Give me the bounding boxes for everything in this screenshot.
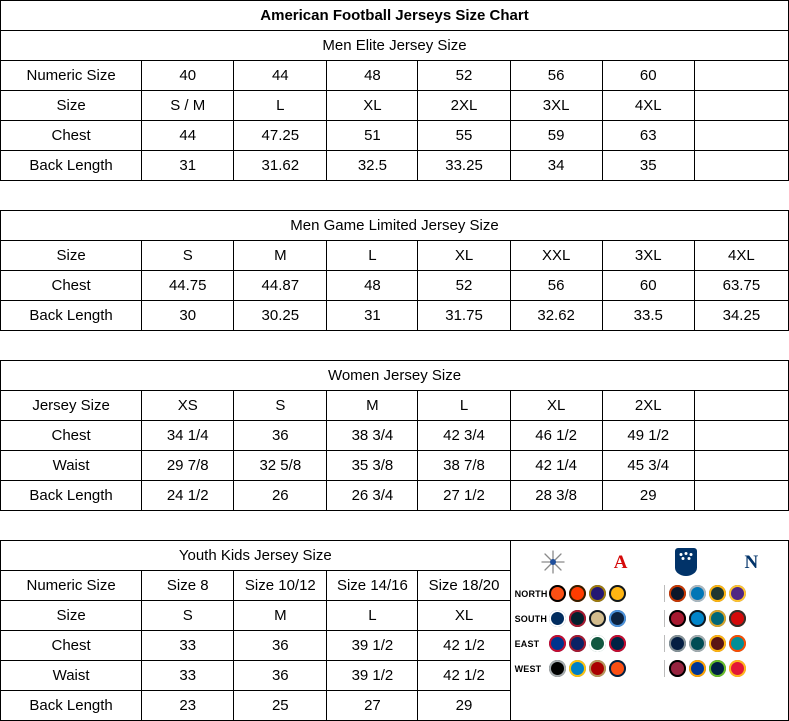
cell: 44 xyxy=(142,121,234,151)
cell: 32.62 xyxy=(510,301,602,331)
team-logo-commanders xyxy=(709,635,726,652)
team-logo-texans xyxy=(569,610,586,627)
row-label: Waist xyxy=(1,661,142,691)
table-row xyxy=(1,421,789,451)
team-logo-rams xyxy=(689,660,706,677)
nfc-west-teams xyxy=(664,660,784,677)
cell: 63 xyxy=(602,121,694,151)
team-logo-buccaneers xyxy=(729,610,746,627)
cell: Size 14/16 xyxy=(327,571,418,601)
team-logo-dolphins xyxy=(729,635,746,652)
row-label: Size xyxy=(1,601,142,631)
cell: 35 xyxy=(602,151,694,181)
cell: S xyxy=(142,241,234,271)
team-logo-raiders xyxy=(549,660,566,677)
row-label: Jersey Size xyxy=(1,391,142,421)
table-row xyxy=(1,151,789,181)
row-label: Numeric Size xyxy=(1,61,142,91)
team-logo-49ers xyxy=(589,660,606,677)
row-label: Chest xyxy=(1,421,142,451)
cell: 23 xyxy=(142,691,234,721)
cell: 28 3/8 xyxy=(510,481,602,511)
cell: 38 7/8 xyxy=(418,451,510,481)
team-logo-seahawks xyxy=(709,660,726,677)
cell: 60 xyxy=(602,271,694,301)
division-row-north xyxy=(513,581,786,606)
team-logo-broncos xyxy=(609,660,626,677)
row-label: Chest xyxy=(1,121,142,151)
nfl-team-logos-panel xyxy=(510,541,788,721)
nfc-east-teams xyxy=(664,635,784,652)
cell-empty xyxy=(694,91,788,121)
cell: XL xyxy=(418,241,510,271)
team-logo-colts xyxy=(549,610,566,627)
cell: 48 xyxy=(327,61,418,91)
cell: L xyxy=(327,241,418,271)
cell: 59 xyxy=(510,121,602,151)
cell-empty xyxy=(694,481,788,511)
cell: 33 xyxy=(142,661,234,691)
cell: 42 3/4 xyxy=(418,421,510,451)
section-heading-men-game-limited: Men Game Limited Jersey Size xyxy=(1,211,789,241)
row-label: Size xyxy=(1,241,142,271)
cell: 4XL xyxy=(694,241,788,271)
chart-title-row xyxy=(1,1,789,31)
spacer-row xyxy=(1,331,789,361)
cell: 30.25 xyxy=(234,301,327,331)
cell: 46 1/2 xyxy=(510,421,602,451)
cell: 33.5 xyxy=(602,301,694,331)
cell: 47.25 xyxy=(234,121,327,151)
cell: 27 xyxy=(327,691,418,721)
cell: L xyxy=(327,601,418,631)
row-label: Back Length xyxy=(1,151,142,181)
cell: M xyxy=(327,391,418,421)
cell: 33.25 xyxy=(418,151,510,181)
cell: M xyxy=(234,241,327,271)
cell: 29 xyxy=(602,481,694,511)
page-title: American Football Jerseys Size Chart xyxy=(1,1,789,31)
cell: 63.75 xyxy=(694,271,788,301)
cell: 35 3/8 xyxy=(327,451,418,481)
cell: 34 1/4 xyxy=(142,421,234,451)
team-logo-chargers xyxy=(569,660,586,677)
nfl-starburst-icon xyxy=(540,549,566,575)
cell: 2XL xyxy=(602,391,694,421)
cell: S xyxy=(142,601,234,631)
team-logo-patriots xyxy=(609,635,626,652)
cell: 36 xyxy=(234,421,327,451)
nfc-south-teams xyxy=(664,610,784,627)
division-label: SOUTH xyxy=(514,613,548,624)
row-label: Size xyxy=(1,91,142,121)
cell-empty xyxy=(694,451,788,481)
cell-empty xyxy=(694,391,788,421)
division-label: WEST xyxy=(514,663,542,674)
cell: 45 3/4 xyxy=(602,451,694,481)
cell: 48 xyxy=(327,271,418,301)
team-logo-ravens xyxy=(589,585,606,602)
cell: 30 xyxy=(142,301,234,331)
cell: 52 xyxy=(418,271,510,301)
team-logo-titans xyxy=(609,610,626,627)
cell: Size 10/12 xyxy=(234,571,327,601)
cell: 36 xyxy=(234,631,327,661)
table-row xyxy=(1,301,789,331)
cell: 29 7/8 xyxy=(142,451,234,481)
team-logo-jaguars xyxy=(709,610,726,627)
table-row xyxy=(1,391,789,421)
cell-empty xyxy=(694,61,788,91)
team-logo-panthers xyxy=(689,610,706,627)
team-logo-giants xyxy=(569,635,586,652)
cell: 56 xyxy=(510,271,602,301)
nfl-shield-icon xyxy=(675,548,697,576)
cell: M xyxy=(234,601,327,631)
cell: S xyxy=(234,391,327,421)
nfc-north-teams xyxy=(664,585,784,602)
team-logo-lions xyxy=(689,585,706,602)
cell: 42 1/4 xyxy=(510,451,602,481)
section-heading-women: Women Jersey Size xyxy=(1,361,789,391)
cell: 44 xyxy=(234,61,327,91)
nfc-logo-icon: N xyxy=(744,551,759,573)
row-label: Back Length xyxy=(1,301,142,331)
team-logo-jets xyxy=(589,635,606,652)
division-row-west xyxy=(513,656,786,681)
cell: 38 3/4 xyxy=(327,421,418,451)
cell: L xyxy=(418,391,510,421)
cell: Size 18/20 xyxy=(418,571,510,601)
division-row-south xyxy=(513,606,786,631)
team-logo-saints xyxy=(589,610,606,627)
cell: 40 xyxy=(142,61,234,91)
cell: 55 xyxy=(418,121,510,151)
team-logo-bengals xyxy=(549,585,566,602)
cell: 32.5 xyxy=(327,151,418,181)
cell: 33 xyxy=(142,631,234,661)
row-label: Back Length xyxy=(1,481,142,511)
cell-empty xyxy=(694,421,788,451)
spacer-row xyxy=(1,181,789,211)
cell: 29 xyxy=(418,691,510,721)
team-logo-eagles xyxy=(689,635,706,652)
team-logo-vikings xyxy=(729,585,746,602)
table-row xyxy=(1,91,789,121)
team-logo-cowboys xyxy=(669,635,686,652)
division-label: NORTH xyxy=(514,588,548,599)
afc-east-teams xyxy=(549,635,664,652)
section-heading-men-elite: Men Elite Jersey Size xyxy=(1,31,789,61)
table-row xyxy=(1,121,789,151)
team-logo-bears xyxy=(669,585,686,602)
cell: 52 xyxy=(418,61,510,91)
cell: Size 8 xyxy=(142,571,234,601)
cell: S / M xyxy=(142,91,234,121)
cell: 2XL xyxy=(418,91,510,121)
team-logo-packers xyxy=(709,585,726,602)
cell: 39 1/2 xyxy=(327,661,418,691)
table-row xyxy=(1,271,789,301)
cell: 42 1/2 xyxy=(418,661,510,691)
cell: 31.75 xyxy=(418,301,510,331)
row-label: Chest xyxy=(1,631,142,661)
cell: 31.62 xyxy=(234,151,327,181)
cell: 31 xyxy=(142,151,234,181)
cell: 39 1/2 xyxy=(327,631,418,661)
section-heading-youth-kids: Youth Kids Jersey Size A N NORTH SOUTH EAST WEST xyxy=(1,541,789,571)
cell: 25 xyxy=(234,691,327,721)
conference-badges-row xyxy=(513,543,786,581)
cell: 26 xyxy=(234,481,327,511)
cell: 4XL xyxy=(602,91,694,121)
team-logo-bills xyxy=(549,635,566,652)
table-row xyxy=(1,451,789,481)
row-label: Chest xyxy=(1,271,142,301)
cell: 3XL xyxy=(510,91,602,121)
team-logo-steelers xyxy=(609,585,626,602)
cell: 44.75 xyxy=(142,271,234,301)
cell: 26 3/4 xyxy=(327,481,418,511)
cell: 60 xyxy=(602,61,694,91)
afc-north-teams xyxy=(549,585,664,602)
afc-west-teams xyxy=(549,660,664,677)
team-logo-chiefs xyxy=(729,660,746,677)
cell: 36 xyxy=(234,661,327,691)
cell: 56 xyxy=(510,61,602,91)
team-logo-browns xyxy=(569,585,586,602)
table-row xyxy=(1,61,789,91)
division-row-east xyxy=(513,631,786,656)
cell: 27 1/2 xyxy=(418,481,510,511)
row-label: Waist xyxy=(1,451,142,481)
row-label: Numeric Size xyxy=(1,571,142,601)
team-logo-cardinals xyxy=(669,660,686,677)
table-row xyxy=(1,241,789,271)
row-label: Back Length xyxy=(1,691,142,721)
spacer-row xyxy=(1,511,789,541)
cell: 51 xyxy=(327,121,418,151)
cell: 34.25 xyxy=(694,301,788,331)
division-label: EAST xyxy=(514,638,540,649)
cell-empty xyxy=(694,121,788,151)
cell: 31 xyxy=(327,301,418,331)
team-logo-falcons xyxy=(669,610,686,627)
cell: 42 1/2 xyxy=(418,631,510,661)
cell: 49 1/2 xyxy=(602,421,694,451)
cell: 32 5/8 xyxy=(234,451,327,481)
cell: 34 xyxy=(510,151,602,181)
cell: XL xyxy=(418,601,510,631)
cell: XXL xyxy=(510,241,602,271)
afc-logo-icon: A xyxy=(613,551,628,573)
cell: XS xyxy=(142,391,234,421)
cell-empty xyxy=(694,151,788,181)
cell: L xyxy=(234,91,327,121)
afc-south-teams xyxy=(549,610,664,627)
table-row xyxy=(1,481,789,511)
cell: 3XL xyxy=(602,241,694,271)
cell: XL xyxy=(510,391,602,421)
cell: 24 1/2 xyxy=(142,481,234,511)
cell: XL xyxy=(327,91,418,121)
cell: 44.87 xyxy=(234,271,327,301)
